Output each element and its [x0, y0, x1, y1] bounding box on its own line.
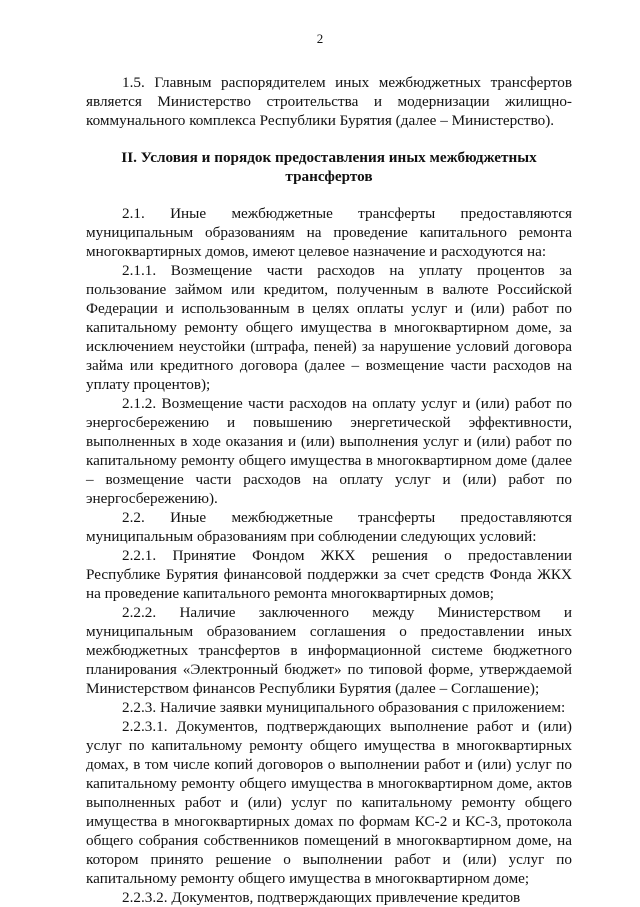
paragraph-1-5: 1.5. Главным распорядителем иных межбюджетных трансфертов является Министерство строительства и модернизации жилищно-коммунального комплекса Республики Бурятия (далее – Министерство).: [86, 74, 572, 129]
paragraph-2-2: 2.2. Иные межбюджетные трансферты предоставляются муниципальным образованиям при соблюдении следующих условий:: [86, 509, 572, 545]
section-heading: II. Условия и порядок предоставления иных межбюджетных трансфертов: [121, 149, 537, 185]
paragraph-2-1-2: 2.1.2. Возмещение части расходов на оплату услуг и (или) работ по энергосбережению и повышению энергетической эффективности, выполненных в ходе оказания и (или) выполнения услуг и (или) работ по капитальному ремонту общего имущества в многоквартирном доме (далее – возмещение части расходов на оплату услуг и (или) работ по энергосбережению).: [86, 395, 572, 507]
paragraph-2-2-3-1: 2.2.3.1. Документов, подтверждающих выполнение работ и (или) услуг по капитальному ремонту общего имущества в многоквартирных домах, в том числе копий договоров о выполнении работ и (или) услуг по капитальному ремонту общего имущества в многоквартирном доме, актов выполненных работ и (или) услуг по капитальному ремонту общего имущества в многоквартирных домах по формам КС-2 и КС-3, протокола общего собрания собственников помещений в многоквартирном доме, на котором принято решение о выполнении работ и (или) услуг по капитальному ремонту общего имущества в многоквартирном доме;: [86, 718, 572, 887]
paragraph-2-2-1: 2.2.1. Принятие Фондом ЖКХ решения о предоставлении Республике Бурятия финансовой поддержки за счет средств Фонда ЖКХ на проведение капитального ремонта многоквартирных домов;: [86, 547, 572, 602]
paragraph-2-1: 2.1. Иные межбюджетные трансферты предоставляются муниципальным образованиям на проведение капитального ремонта многоквартирных домов, имеют целевое назначение и расходуются на:: [86, 205, 572, 260]
paragraph-2-2-3-2: 2.2.3.2. Документов, подтверждающих привлечение кредитов: [122, 889, 521, 906]
page-number: 2: [316, 31, 324, 46]
paragraph-2-1-1: 2.1.1. Возмещение части расходов на уплату процентов за пользование займом или кредитом, полученным в валюте Российской Федерации и использованным в целях оплаты услуг и (или) работ по капитальному ремонту общего имущества в многоквартирном доме, за исключением неустойки (штрафа, пеней) за нарушение условий договора займа или кредитного договора (далее – возмещение части расходов на уплату процентов);: [86, 262, 572, 393]
paragraph-2-2-3: 2.2.3. Наличие заявки муниципального образования с приложением:: [122, 699, 566, 716]
document-body: [86, 73, 572, 907]
paragraph-2-2-2: 2.2.2. Наличие заключенного между Министерством и муниципальным образованием соглашения о предоставлении иных межбюджетных трансфертов в информационной системе бюджетного планирования «Электронный бюджет» по типовой форме, утверждаемой Министерством финансов Республики Бурятия (далее – Соглашение);: [86, 604, 572, 697]
